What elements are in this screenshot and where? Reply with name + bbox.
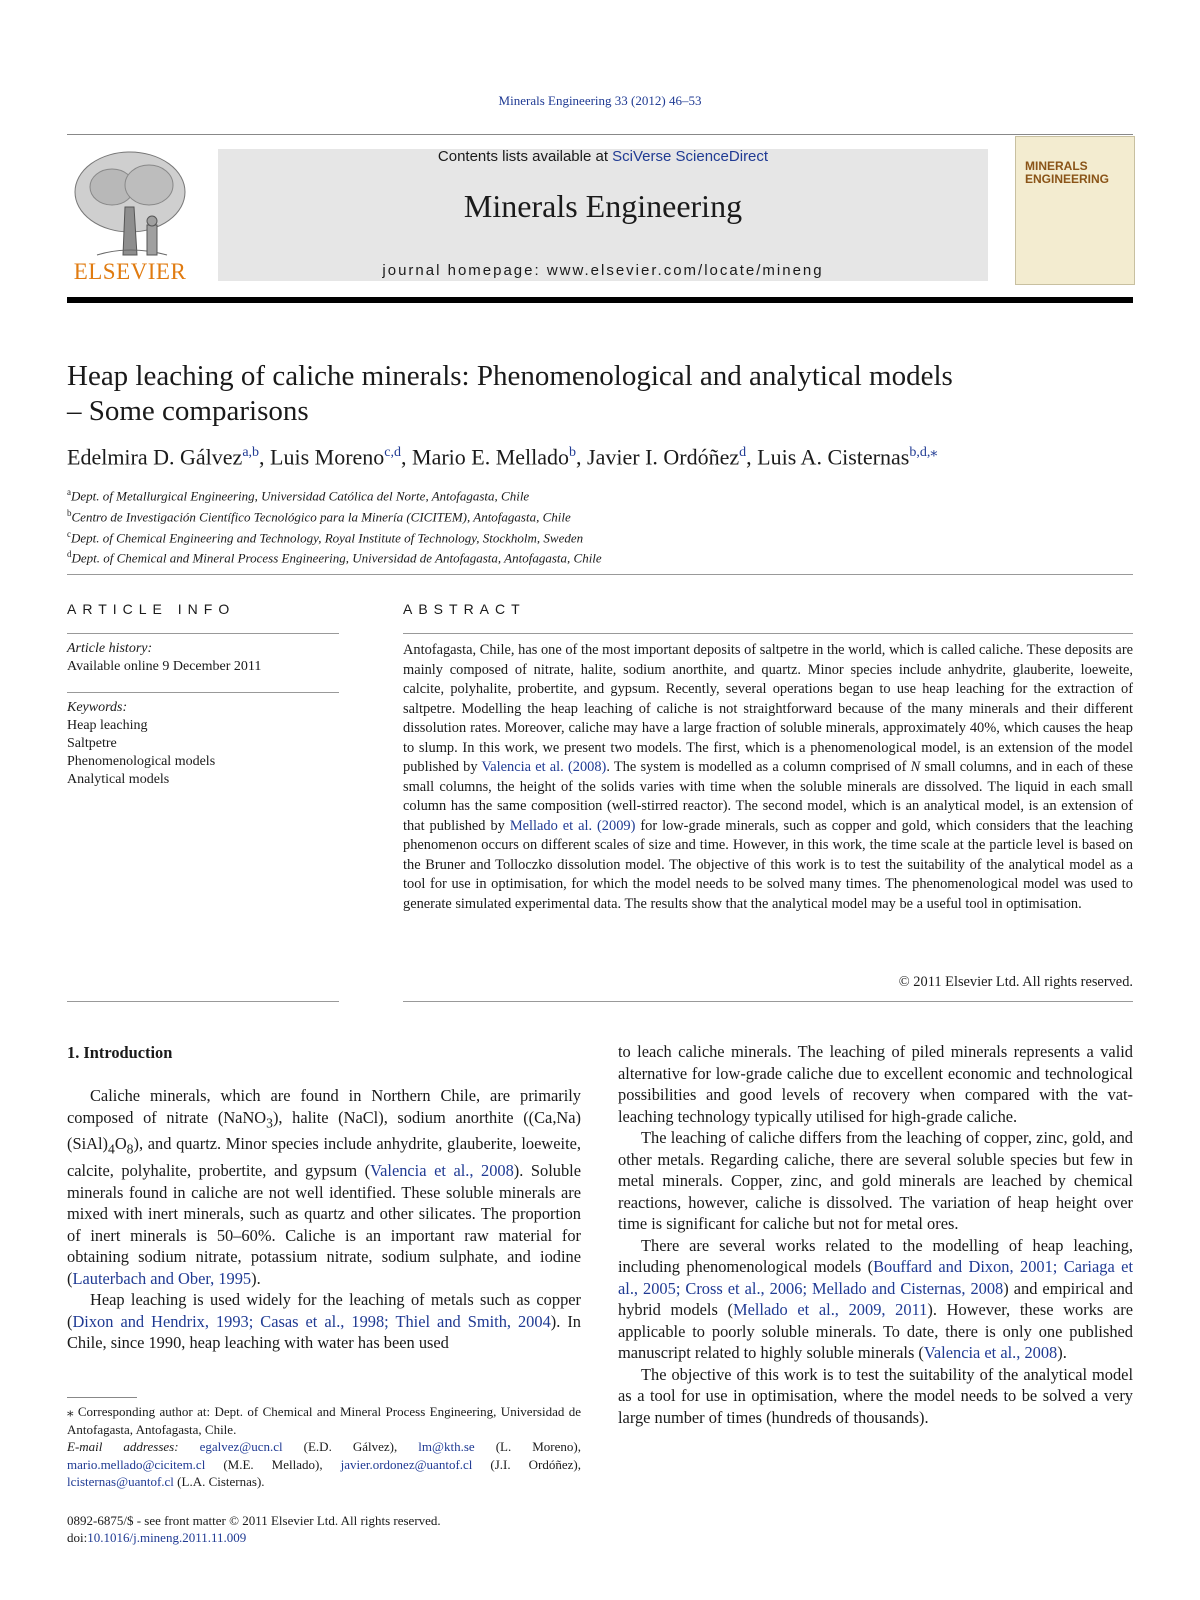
body-column-right: [618, 1041, 1133, 1428]
email-addresses: [67, 1438, 581, 1491]
affiliation-text: Dept. of Metallurgical Engineering, Universidad Católica del Norte, Antofagasta, Chile: [71, 488, 530, 504]
body-text: ), halite (NaCl), sodium anorthite ((Ca,Na)(SiAl): [67, 1107, 581, 1154]
email-label: E-mail addresses:: [67, 1439, 200, 1454]
author-affiliation-mark[interactable]: c,d: [384, 445, 402, 460]
email-owner: (L.A. Cisternas).: [173, 1474, 265, 1489]
header-bottom-rule: [67, 297, 1133, 303]
journal-title: Minerals Engineering: [463, 188, 743, 224]
body-paragraph: The objective of this work is to test the suitability of the analytical model as a tool for use in optimisation, where the model needs to be solved a very large number of times (hundreds of thousands).: [618, 1364, 1133, 1427]
sciencedirect-link[interactable]: SciVerse ScienceDirect: [612, 148, 769, 165]
corresponding-author-note: ⁎ Corresponding author at: Dept. of Chemical and Mineral Process Engineering, Universidad de Antofagasta, Antofagasta, Chile.: [67, 1404, 581, 1437]
author-name: Mario E. Mellado: [412, 444, 570, 470]
doi-link[interactable]: 10.1016/j.mineng.2011.11.009: [87, 1530, 247, 1545]
elsevier-wordmark: ELSEVIER: [73, 259, 187, 284]
abstract-text-part: small columns, and in each of these small columns, the height of the solids varies with time when the soluble minerals are dissolved. The liquid in each small column has the same composition (well-stirred reactor). The second model, which is an analytical model, is an extension of that published by: [403, 759, 1133, 834]
subscript: 3: [266, 1114, 273, 1130]
article-info-rule: [67, 1001, 339, 1002]
author-separator: ,: [576, 444, 588, 470]
citation-link[interactable]: Bouffard and Dixon, 2001; Cariaga et al., 2005; Cross et al., 2006; Mellado and Cisternas, 2008: [618, 1257, 1133, 1298]
doi-prefix: doi:: [67, 1530, 88, 1545]
subscript: 8: [126, 1141, 134, 1157]
affiliation-mark: b: [67, 507, 72, 518]
article-info-rule: [67, 633, 339, 634]
author-separator: ,: [401, 444, 413, 470]
journal-homepage-line[interactable]: journal homepage: www.elsevier.com/locate/mineng: [382, 262, 824, 279]
article-title-line-1: Heap leaching of caliche minerals: Phenomenological and analytical models: [67, 360, 953, 392]
subscript: 4: [107, 1141, 115, 1157]
abstract-symbol-n: N: [910, 759, 921, 775]
affiliation-mark: d: [67, 549, 72, 560]
header-top-rule: [67, 134, 1133, 135]
author-list: [67, 444, 1133, 470]
body-paragraph: The leaching of caliche differs from the leaching of copper, zinc, gold, and other metals. Regarding caliche, there are several soluble species but few in metal minerals. Copper, zinc, and gold minerals are leached by chemical reactions, however, caliche is dissolved. The variation of heap height over time is significant for caliche but not for metal ores.: [618, 1128, 1133, 1233]
email-link[interactable]: javier.ordonez@uantof.cl: [340, 1456, 473, 1472]
abstract-text-part: for low-grade minerals, such as copper and gold, which considers that the leaching phenomenon occurs on different scales of size and time. However, in this work, the time scale at the particle level is based on the Bruner and Tolloczko dissolution model. The objective of this work is to test the suitability of the analytical model as a tool for use in optimisation, for which the model needs to be solved many times. The phenomenological model was used to generate simulated experimental data. The results show that the analytical model may be a useful tool in optimisation.: [403, 817, 1134, 912]
affiliation-text: Dept. of Chemical and Mineral Process Engineering, Universidad de Antofagasta, Antofagasta, Chile: [71, 550, 602, 566]
author-affiliation-mark[interactable]: d: [739, 445, 747, 460]
author-name: Edelmira D. Gálvez: [67, 444, 243, 470]
body-paragraph: [67, 1085, 581, 1289]
citation-link[interactable]: Dixon and Hendrix, 1993; Casas et al., 1998; Thiel and Smith, 2004: [72, 1311, 551, 1331]
journal-citation-link[interactable]: Minerals Engineering 33 (2012) 46–53: [498, 93, 702, 108]
body-text: ), and quartz. Minor species include anhydrite, glauberite, loeweite, calcite, polyhalite, probertite, and gypsum (: [67, 1134, 581, 1181]
cover-title: MINERALS ENGINEERING: [1025, 159, 1110, 186]
body-text: O: [114, 1134, 127, 1154]
issn-line: 0892-6875/$ - see front matter © 2011 Elsevier Ltd. All rights reserved.: [67, 1513, 441, 1528]
body-text: ). Soluble minerals found in caliche are not well identified. These soluble minerals are mixed with inert minerals, such as quartz and other silicates. The proportion of inert minerals is 50–60%. Caliche is an important raw material for obtaining sodium nitrate, potassium nitrate, sodium sulphate, and iodine (: [67, 1161, 581, 1288]
issn-block: [67, 1512, 441, 1546]
abstract-reference-link[interactable]: Valencia et al. (2008): [481, 759, 607, 775]
article-info-heading: ARTICLE INFO: [67, 601, 236, 617]
body-text: ).: [1057, 1343, 1067, 1362]
abstract-text-part: . The system is modelled as a column comprised of: [606, 759, 911, 775]
body-text: There are several works related to the modelling of heap leaching, including phenomenological models (: [618, 1235, 1133, 1276]
section-heading: 1. Introduction: [67, 1043, 173, 1062]
article-history-label: Article history:: [67, 641, 153, 656]
abstract-text-part: Antofagasta, Chile, has one of the most important deposits of saltpetre in the world, which is called caliche. These deposits are mainly composed of nitrate, halite, sodium anorthite, and quartz. Minor species include anhydrite, glauberite, loeweite, calcite, polyhalite, probertite, and gypsum. Recently, several operations began to use heap leaching for the extraction of saltpetre. Modelling the heap leaching of caliche is not straightforward because of the many minerals and their different dissolution rates. Moreover, caliche may have a large fraction of soluble minerals, approximately 40%, which causes the heap to slump. In this work, we present two models. The first, which is a phenomenological model, is an extension of the model published by: [403, 642, 1133, 775]
affiliation-rule: [67, 574, 1133, 575]
keyword-item: Saltpetre: [67, 736, 117, 751]
keywords-block: [67, 699, 215, 789]
article-info-rule: [67, 692, 339, 693]
footnote: [67, 1403, 581, 1491]
contents-prefix: Contents lists available at: [437, 148, 613, 165]
email-link[interactable]: mario.mellado@cicitem.cl: [67, 1456, 206, 1472]
email-owner: (E.D. Gálvez),: [282, 1439, 419, 1454]
body-column-left: [67, 1085, 581, 1354]
affiliation-mark: a: [67, 487, 71, 497]
body-paragraph: [67, 1289, 581, 1354]
author-separator: ,: [746, 444, 758, 470]
affiliation-item: [67, 505, 1133, 526]
body-text: ).: [251, 1268, 261, 1288]
author-affiliation-mark[interactable]: a,b: [242, 445, 260, 460]
keyword-item: Analytical models: [67, 772, 170, 787]
author-name: Javier I. Ordóñez: [587, 444, 740, 470]
author-name: Luis Moreno: [270, 444, 385, 470]
body-text: Caliche minerals, which are found in Northern Chile, are primarily composed of nitrate (NaNO: [67, 1086, 581, 1127]
author-name: Luis A. Cisternas: [757, 444, 910, 470]
body-paragraph: [618, 1235, 1133, 1364]
affiliation-item: [67, 526, 1133, 547]
footnote-rule: [67, 1397, 137, 1398]
abstract-reference-link[interactable]: Mellado et al. (2009): [509, 817, 636, 834]
body-text: Heap leaching is used widely for the leaching of metals such as copper (: [67, 1290, 581, 1331]
email-owner: (J.I. Ordóñez),: [472, 1456, 581, 1472]
keywords-label: Keywords:: [67, 700, 128, 715]
doi-line: [67, 1529, 441, 1546]
body-paragraph: to leach caliche minerals. The leaching of piled minerals represents a valid alternative for low-grade caliche due to excellent economic and technological possibilities and good levels of recovery when compared with the vat-leaching technology typically utilised for high-grade caliche.: [618, 1042, 1133, 1126]
author-affiliation-mark[interactable]: b,d,⁎: [909, 445, 938, 460]
citation-link[interactable]: Lauterbach and Ober, 1995: [72, 1268, 252, 1288]
contents-line: [218, 148, 988, 165]
article-history-value: Available online 9 December 2011: [67, 659, 262, 674]
abstract-copyright: © 2011 Elsevier Ltd. All rights reserved.: [898, 974, 1133, 990]
article-title-line-2: – Some comparisons: [67, 395, 309, 427]
affiliation-text: Dept. of Chemical Engineering and Technology, Royal Institute of Technology, Stockholm, Sweden: [71, 529, 584, 545]
body-text: ). In Chile, since 1990, heap leaching with water has been used: [67, 1311, 581, 1353]
affiliation-mark: c: [67, 528, 71, 539]
affiliation-list: [67, 484, 1133, 567]
citation-link[interactable]: Valencia et al., 2008: [370, 1161, 514, 1181]
affiliation-item: [67, 546, 1133, 567]
citation-link[interactable]: Valencia et al., 2008: [923, 1343, 1058, 1362]
keyword-item: Heap leaching: [67, 718, 148, 733]
keyword-item: Phenomenological models: [67, 754, 216, 769]
affiliation-item: [67, 484, 1133, 505]
email-link[interactable]: lm@kth.se: [418, 1439, 475, 1454]
affiliation-text: Centro de Investigación Científico Tecnológico para la Minería (CICITEM), Antofagasta, Chile: [71, 509, 571, 525]
article-title: [67, 359, 1133, 429]
abstract-rule: [403, 633, 1133, 634]
body-text: ). However, these works are applicable to poorly soluble minerals. To date, there is only one published manuscript related to highly soluble minerals (: [618, 1300, 1133, 1362]
author-affiliation-mark[interactable]: b: [569, 445, 577, 460]
email-link[interactable]: egalvez@ucn.cl: [199, 1439, 283, 1454]
email-link[interactable]: lcisternas@uantof.cl: [67, 1474, 174, 1489]
citation-link[interactable]: Mellado et al., 2009, 2011: [733, 1300, 928, 1319]
body-text: ) and empirical and hybrid models (: [618, 1278, 1133, 1319]
article-history: [67, 640, 261, 676]
email-owner: (M.E. Mellado),: [205, 1456, 341, 1472]
abstract-heading: ABSTRACT: [403, 601, 526, 617]
abstract-text: [403, 641, 1133, 914]
email-owner: (L. Moreno),: [474, 1439, 581, 1454]
author-separator: ,: [259, 444, 271, 470]
abstract-rule: [403, 1001, 1133, 1002]
